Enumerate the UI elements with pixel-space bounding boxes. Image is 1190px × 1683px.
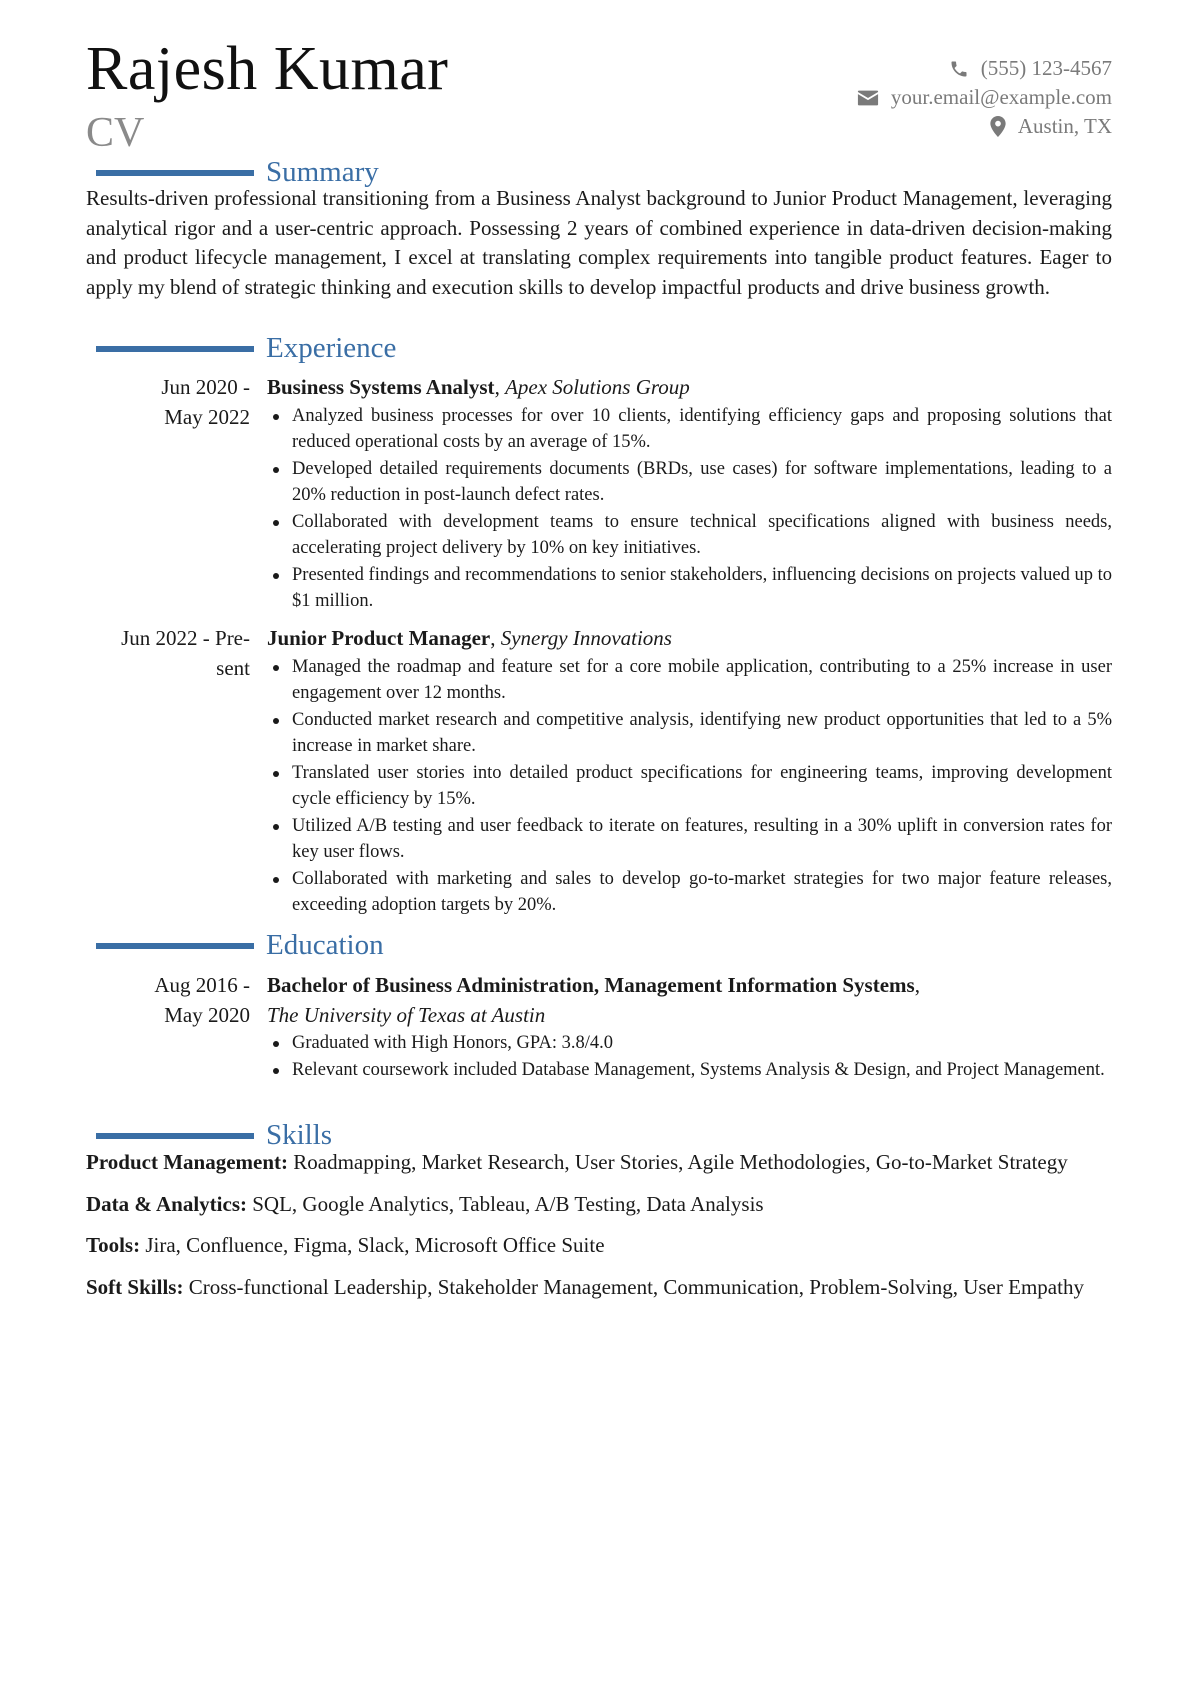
date-start: Jun 2022 - Pre- [121,626,250,650]
section-accent-bar [96,346,254,352]
section-header-experience [96,331,1112,365]
date-end: May 2022 [164,404,250,429]
school-name: The University of Texas at Austin [267,1002,546,1027]
skill-label: Tools: [86,1233,141,1257]
skill-values: Cross-functional Leadership, Stakeholder Management, Communication, Problem-Solving, User Empathy [188,1274,1084,1299]
section-title-experience: Experience [266,332,397,364]
list-item: Relevant coursework included Database Management, Systems Analysis & Design, and Project Management. [267,1057,1112,1084]
skill-row [86,1190,1112,1220]
section-accent-bar [96,1133,254,1139]
skill-label: Product Management: [86,1150,288,1174]
contact-location [857,112,1112,141]
education-details-list [267,1030,1112,1083]
skill-label: Data & Analytics: [86,1191,247,1216]
entry-body [267,624,1112,919]
document-subtitle: CV [86,110,145,156]
phone-icon [949,59,969,79]
skill-label: Soft Skills: [86,1274,184,1299]
contact-phone [857,54,1112,83]
location-text: Austin, TX [1017,114,1112,138]
email-address[interactable]: your.email@example.com [890,85,1112,109]
envelope-icon [857,89,879,107]
contact-email [857,83,1112,112]
job-title: Junior Product Manager [267,626,491,650]
section-title-skills: Skills [266,1119,333,1151]
section-header-education [96,928,1112,962]
candidate-name: Rajesh Kumar [86,35,449,103]
skill-row [86,1273,1112,1303]
entry-date [86,624,250,683]
skill-row [86,1231,1112,1261]
list-item: Presented findings and recommendations to senior stakeholders, influencing decisions on projects valued up to $1 million. [267,562,1112,615]
date-start: Jun 2020 - [161,375,250,399]
list-item: Graduated with High Honors, GPA: 3.8/4.0 [267,1030,1112,1057]
company-name: Synergy Innovations [500,626,672,650]
section-title-education: Education [266,929,384,961]
entry-heading: Junior Product Manager, Synergy Innovations [267,626,672,650]
list-item: Managed the roadmap and feature set for a core mobile application, contributing to a 25% increase in user engagement over 12 months. [267,654,1112,707]
skill-row [86,1148,1112,1178]
list-item: Developed detailed requirements documents (BRDs, use cases) for software implementations, leading to a 20% reduction in post-launch defect rates. [267,456,1112,509]
entry-heading: Business Systems Analyst, Apex Solutions Group [267,375,690,399]
list-item: Translated user stories into detailed product specifications for engineering teams, improving development cycle efficiency by 15%. [267,760,1112,813]
job-title: Business Systems Analyst [267,375,495,399]
section-header-skills [96,1118,1112,1152]
achievement-list [267,403,1112,615]
section-title-summary: Summary [266,156,379,188]
company-name: Apex Solutions Group [505,375,690,399]
entry-body [267,373,1112,615]
list-item: Conducted market research and competitive analysis, identifying new product opportunities that led to a 5% increase in market share. [267,707,1112,760]
achievement-list [267,654,1112,919]
skill-values: SQL, Google Analytics, Tableau, A/B Testing, Data Analysis [252,1191,764,1216]
list-item: Analyzed business processes for over 10 clients, identifying efficiency gaps and proposing solutions that reduced operational costs by an average of 15%. [267,403,1112,456]
entry-body [267,971,1112,1083]
section-accent-bar [96,170,254,176]
list-item: Collaborated with development teams to ensure technical specifications aligned with business needs, accelerating project delivery by 10% on key initiatives. [267,509,1112,562]
contact-block [857,54,1112,141]
map-pin-icon [990,116,1006,137]
date-start: Aug 2016 - [154,973,250,997]
summary-paragraph: Results-driven professional transitioning from a Business Analyst background to Junior Product Management, leveraging analytical rigor and a user-centric approach. Possessing 2 years of combined experience in data-driven decision-making and product lifecycle management, I excel at translating complex requirements into tangible product features. Eager to apply my blend of strategic thinking and execution skills to develop impactful products and drive business growth. [86,186,1112,299]
section-accent-bar [96,943,254,949]
entry-date [86,373,250,432]
list-item: Utilized A/B testing and user feedback to iterate on features, resulting in a 30% uplift in conversion rates for key user flows. [267,813,1112,866]
date-end: May 2020 [164,1002,250,1027]
degree-title: Bachelor of Business Administration, Management Information Systems [267,973,915,997]
entry-heading: Bachelor of Business Administration, Management Information Systems, The University of Texas at Austin [267,973,920,1027]
skills-list [86,1148,1112,1314]
skill-values: Jira, Confluence, Figma, Slack, Microsoft Office Suite [145,1233,605,1257]
entry-date [86,971,250,1030]
list-item: Collaborated with marketing and sales to develop go-to-market strategies for two major feature releases, exceeding adoption targets by 20%. [267,866,1112,919]
phone-number[interactable]: (555) 123-4567 [980,56,1112,80]
date-end: sent [216,655,250,680]
skill-values: Roadmapping, Market Research, User Stories, Agile Methodologies, Go-to-Market Strategy [293,1150,1068,1174]
